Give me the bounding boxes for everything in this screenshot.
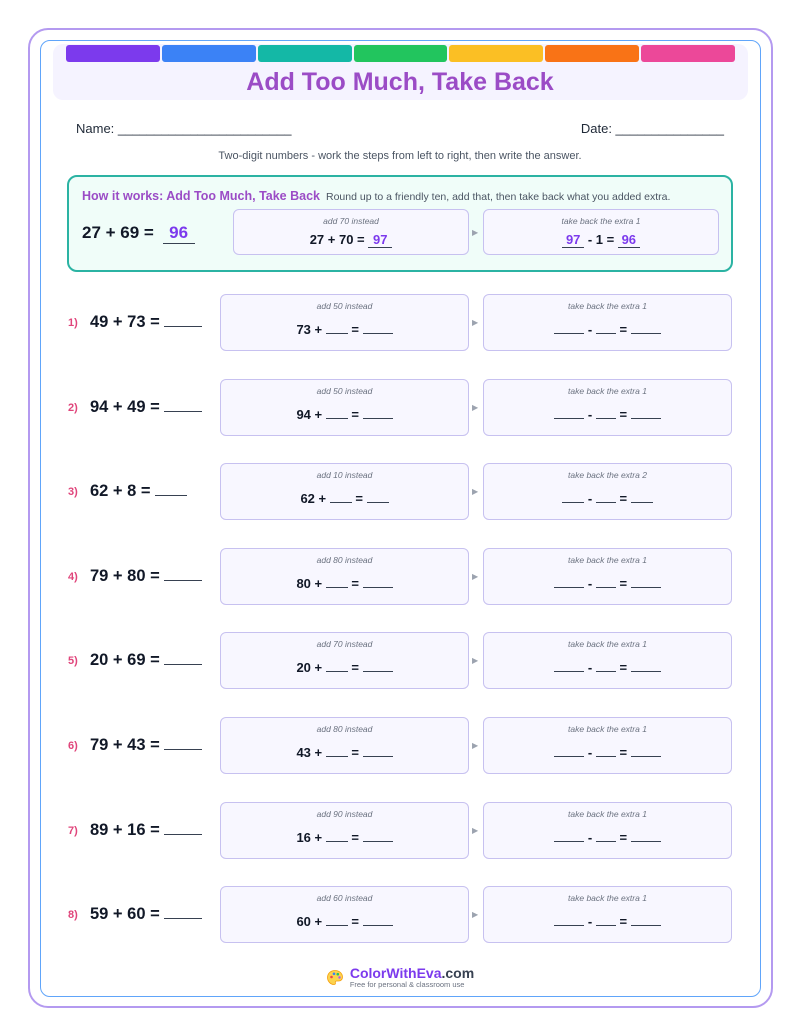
step1-math: 62 + = (221, 491, 468, 506)
step1-start: 62 + (300, 491, 327, 506)
problem-equation (90, 651, 202, 670)
example-step2-hint: take back the extra 1 (561, 216, 641, 226)
example-step1-text: 27 + 70 = (309, 232, 365, 247)
example-step1-hint: add 70 instead (323, 216, 379, 226)
color-stripe (66, 45, 160, 62)
problem-equation (90, 482, 187, 501)
step1-result-blank[interactable] (363, 577, 393, 588)
problem-equation (90, 736, 202, 755)
example-step2-first: 97 (562, 232, 584, 248)
step1-math: 80 + = (221, 576, 468, 591)
step1-addend-blank[interactable] (326, 915, 348, 926)
step2-first-blank[interactable] (554, 323, 584, 334)
example-note: Round up to a friendly ten, add that, then take back what you added extra. (326, 191, 671, 203)
footer-brand-name: ColorWithEva (349, 965, 442, 981)
step1-hint: add 50 instead (316, 301, 373, 311)
step2-first-blank[interactable] (562, 492, 584, 503)
problem-answer-blank[interactable] (164, 567, 202, 581)
problem-number: 1) (68, 316, 78, 329)
step2-extra-blank[interactable] (596, 408, 616, 419)
example-step1-answer: 97 (368, 232, 392, 248)
problem-equation-text: 79 + 80 = (90, 566, 160, 585)
footer-brand (350, 966, 474, 990)
step2-first-blank[interactable] (554, 408, 584, 419)
paint-palette-icon (326, 969, 344, 987)
example-step2-answer: 96 (618, 232, 640, 248)
example-title: How it works: Add Too Much, Take Back (82, 189, 320, 203)
step2-extra-blank[interactable] (596, 831, 616, 842)
problem-answer-blank[interactable] (164, 651, 202, 665)
step1-result-blank[interactable] (363, 831, 393, 842)
step1-hint: add 10 instead (316, 470, 373, 480)
step2-math: - = (484, 660, 731, 675)
problem-answer-blank[interactable] (164, 905, 202, 919)
step2-math: - = (484, 491, 731, 506)
step2-extra-blank[interactable] (596, 746, 616, 757)
example-step2-mid: - 1 = (587, 232, 615, 247)
problem-equation (90, 905, 202, 924)
arrow-right-icon: ▶ (472, 655, 479, 665)
step1-addend-blank[interactable] (326, 577, 348, 588)
step2-box (483, 802, 732, 859)
problem-equation-text: 62 + 8 = (90, 481, 151, 500)
step2-math: - = (484, 745, 731, 760)
step1-start: 80 + (296, 576, 323, 591)
step2-box (483, 886, 732, 943)
step1-addend-blank[interactable] (326, 323, 348, 334)
example-equation (82, 223, 195, 244)
problem-number: 6) (68, 739, 78, 752)
problem-number: 3) (68, 485, 78, 498)
step2-extra-blank[interactable] (596, 577, 616, 588)
step1-hint: add 70 instead (316, 639, 373, 649)
step1-box (220, 632, 469, 689)
step2-first-blank[interactable] (554, 746, 584, 757)
step1-box (220, 463, 469, 520)
name-field[interactable]: Name: ________________________ (76, 121, 292, 136)
step2-first-blank[interactable] (554, 915, 584, 926)
arrow-right-icon: ▶ (472, 486, 479, 496)
step2-math: - = (484, 914, 731, 929)
step1-hint: add 90 instead (316, 809, 373, 819)
step1-result-blank[interactable] (363, 323, 393, 334)
color-stripe (449, 45, 543, 62)
step2-extra-blank[interactable] (596, 661, 616, 672)
step1-addend-blank[interactable] (326, 661, 348, 672)
footer (0, 966, 800, 992)
step2-result-blank[interactable] (631, 492, 653, 503)
step1-box (220, 548, 469, 605)
step1-addend-blank[interactable] (330, 492, 352, 503)
problem-number: 5) (68, 654, 78, 667)
problem-answer-blank[interactable] (164, 398, 202, 412)
step2-hint: take back the extra 2 (568, 470, 647, 480)
step2-result-blank[interactable] (631, 746, 661, 757)
problem-equation-text: 94 + 49 = (90, 397, 160, 416)
problem-equation (90, 398, 202, 417)
page-title: Add Too Much, Take Back (246, 68, 554, 96)
footer-logo (326, 966, 474, 990)
step1-hint: add 80 instead (316, 555, 373, 565)
step2-box (483, 717, 732, 774)
step2-math: - = (484, 830, 731, 845)
step2-math: - = (484, 322, 731, 337)
example-step2-math (484, 232, 718, 248)
problem-equation-text: 59 + 60 = (90, 904, 160, 923)
date-field[interactable]: Date: _______________ (580, 121, 724, 136)
step1-start: 94 + (296, 407, 323, 422)
arrow-right-icon: ▶ (472, 740, 479, 750)
step2-math: - = (484, 407, 731, 422)
problem-number: 7) (68, 824, 78, 837)
step1-box (220, 886, 469, 943)
step2-hint: take back the extra 1 (568, 639, 647, 649)
example-step1-box (233, 209, 469, 255)
step1-start: 43 + (296, 745, 323, 760)
example-answer: 96 (163, 223, 195, 244)
step2-extra-blank[interactable] (596, 492, 616, 503)
step1-math: 94 + = (221, 407, 468, 422)
arrow-right-icon: ▶ (472, 402, 479, 412)
problem-equation-text: 89 + 16 = (90, 820, 160, 839)
step2-box (483, 463, 732, 520)
step2-first-blank[interactable] (554, 577, 584, 588)
step1-math: 73 + = (221, 322, 468, 337)
problem-number: 2) (68, 401, 78, 414)
step1-math: 16 + = (221, 830, 468, 845)
arrow-right-icon: ▶ (472, 909, 479, 919)
step2-first-blank[interactable] (554, 831, 584, 842)
color-stripe (641, 45, 735, 62)
step1-start: 20 + (296, 660, 323, 675)
step1-start: 73 + (296, 322, 323, 337)
problem-number: 8) (68, 908, 78, 921)
step2-extra-blank[interactable] (596, 323, 616, 334)
arrow-right-icon: ▶ (472, 228, 479, 237)
step1-addend-blank[interactable] (326, 746, 348, 757)
footer-tagline: Free for personal & classroom use (349, 980, 465, 989)
step1-result-blank[interactable] (367, 492, 389, 503)
problem-equation-text: 79 + 43 = (90, 735, 160, 754)
step2-hint: take back the extra 1 (568, 386, 647, 396)
step2-box (483, 548, 732, 605)
step1-hint: add 60 instead (316, 893, 373, 903)
step2-hint: take back the extra 1 (568, 301, 647, 311)
step2-hint: take back the extra 1 (568, 555, 647, 565)
color-stripe (354, 45, 448, 62)
step1-result-blank[interactable] (363, 661, 393, 672)
problem-answer-blank[interactable] (155, 482, 187, 496)
step1-box (220, 802, 469, 859)
step2-result-blank[interactable] (631, 915, 661, 926)
problem-number: 4) (68, 570, 78, 583)
step1-math: 20 + = (221, 660, 468, 675)
color-stripe (258, 45, 352, 62)
step1-start: 60 + (296, 914, 323, 929)
problem-equation-text: 49 + 73 = (90, 312, 160, 331)
arrow-right-icon: ▶ (472, 317, 479, 327)
arrow-right-icon: ▶ (472, 571, 479, 581)
step2-hint: take back the extra 1 (568, 893, 647, 903)
step1-result-blank[interactable] (363, 746, 393, 757)
step1-box (220, 379, 469, 436)
example-equation-text: 27 + 69 = (82, 223, 154, 242)
problem-equation (90, 567, 202, 586)
step2-math: - = (484, 576, 731, 591)
step1-hint: add 50 instead (316, 386, 373, 396)
example-step1-math (234, 232, 468, 248)
problem-answer-blank[interactable] (164, 313, 202, 327)
step1-math: 43 + = (221, 745, 468, 760)
step2-result-blank[interactable] (631, 323, 661, 334)
step2-first-blank[interactable] (554, 661, 584, 672)
step1-math: 60 + = (221, 914, 468, 929)
step2-box (483, 632, 732, 689)
step1-addend-blank[interactable] (326, 408, 348, 419)
step1-result-blank[interactable] (363, 915, 393, 926)
example-step2-box (483, 209, 719, 255)
step2-result-blank[interactable] (631, 831, 661, 842)
step2-result-blank[interactable] (631, 577, 661, 588)
footer-brand-domain: .com (441, 965, 475, 981)
step2-box (483, 294, 732, 351)
problem-equation (90, 313, 202, 332)
problem-answer-blank[interactable] (164, 736, 202, 750)
step2-hint: take back the extra 1 (568, 724, 647, 734)
step1-start: 16 + (296, 830, 323, 845)
arrow-right-icon: ▶ (472, 825, 479, 835)
step1-box (220, 717, 469, 774)
color-stripes (66, 45, 735, 62)
step1-box (220, 294, 469, 351)
step2-hint: take back the extra 1 (568, 809, 647, 819)
step2-box (483, 379, 732, 436)
problem-equation (90, 821, 202, 840)
problem-answer-blank[interactable] (164, 821, 202, 835)
problem-equation-text: 20 + 69 = (90, 650, 160, 669)
example-heading (82, 189, 670, 203)
instructions: Two-digit numbers - work the steps from left to right, then write the answer. (218, 150, 582, 162)
step2-result-blank[interactable] (631, 408, 661, 419)
step1-hint: add 80 instead (316, 724, 373, 734)
color-stripe (162, 45, 256, 62)
color-stripe (545, 45, 639, 62)
step1-addend-blank[interactable] (326, 831, 348, 842)
step1-result-blank[interactable] (363, 408, 393, 419)
step2-extra-blank[interactable] (596, 915, 616, 926)
step2-result-blank[interactable] (631, 661, 661, 672)
